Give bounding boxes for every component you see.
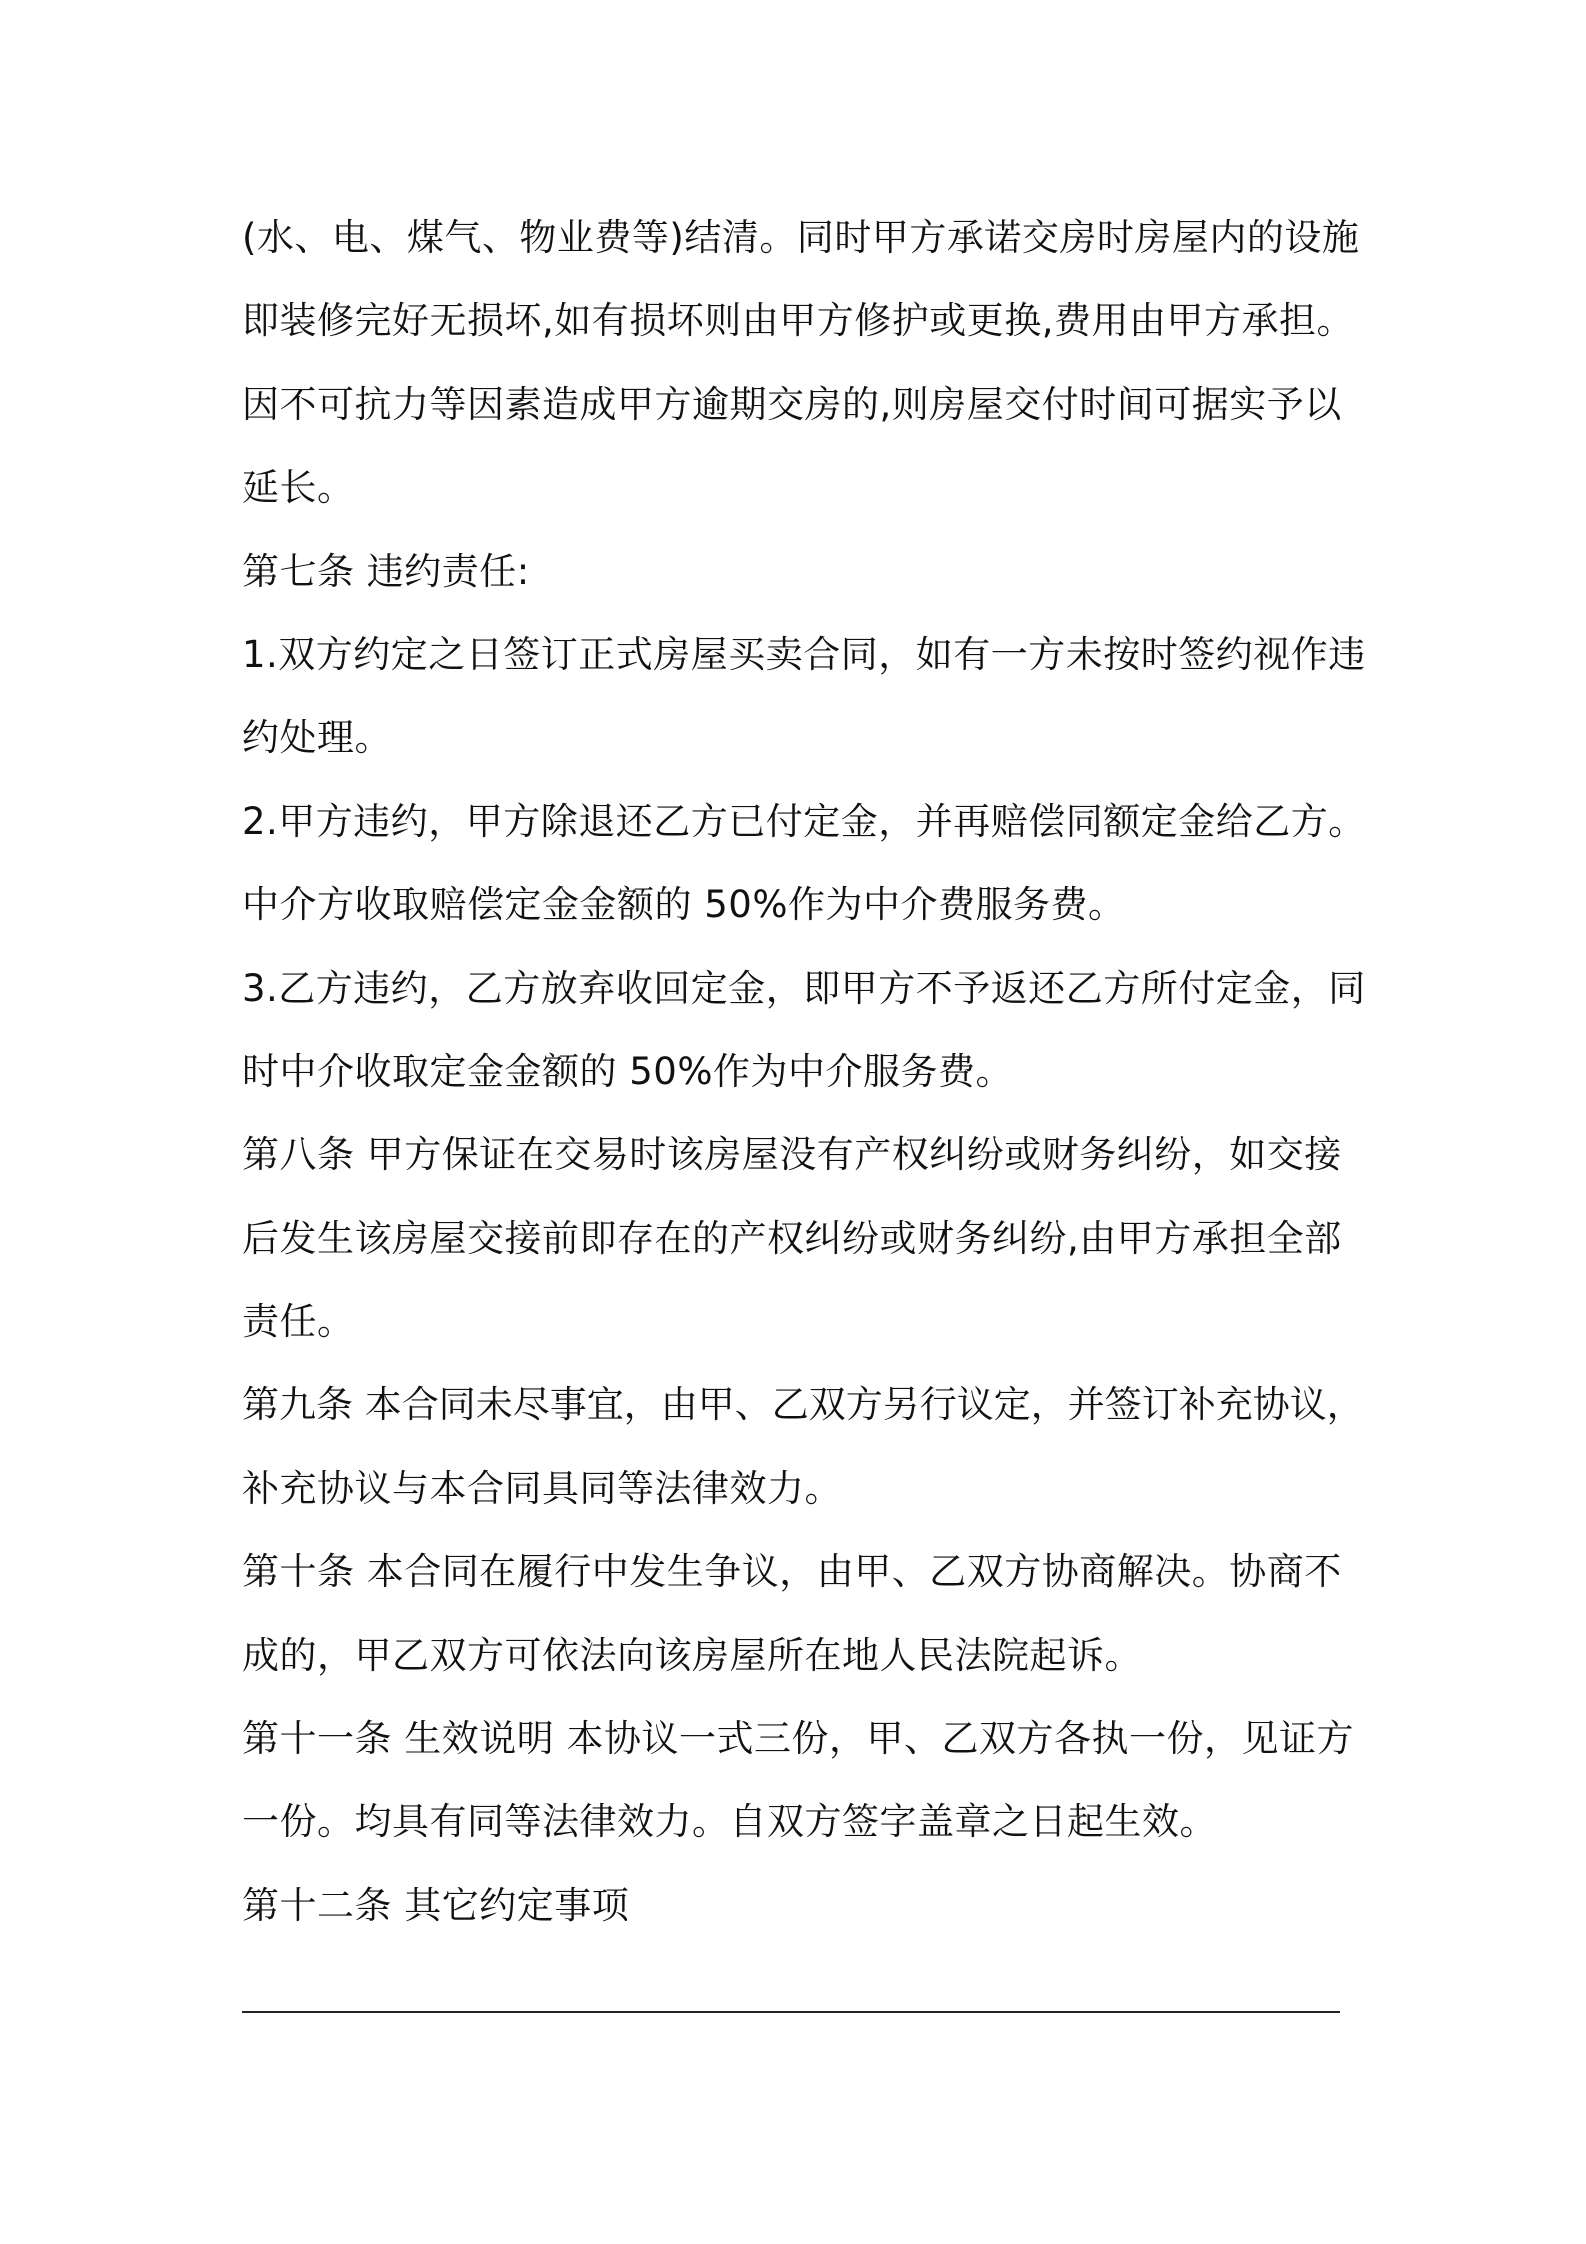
text-line: 延长。	[242, 466, 355, 510]
text-line: 后发生该房屋交接前即存在的产权纠纷或财务纠纷,由甲方承担全部	[242, 1216, 1342, 1260]
text-line: (水、电、煤气、物业费等)结清。同时甲方承诺交房时房屋内的设施	[242, 216, 1360, 259]
article-10-line: 第十条 本合同在履行中发生争议，由甲、乙双方协商解决。协商不	[242, 1550, 1342, 1594]
text-line: 因不可抗力等因素造成甲方逾期交房的,则房屋交付时间可据实予以	[242, 382, 1342, 426]
contract-body	[242, 196, 1372, 1947]
text-line: 成的，甲乙双方可依法向该房屋所在地人民法院起诉。	[242, 1633, 1142, 1677]
text-line: 中介方收取赔偿定金金额的 50%作为中介费服务费。	[242, 883, 1126, 927]
text-line: 补充协议与本合同具同等法律效力。	[242, 1466, 842, 1510]
text-line: 时中介收取定金金额的 50%作为中介服务费。	[242, 1049, 1013, 1093]
text-line: 1.双方约定之日签订正式房屋买卖合同，如有一方未按时签约视作违	[242, 632, 1366, 676]
article-12-heading: 第十二条 其它约定事项	[242, 1883, 630, 1927]
text-line: 一份。均具有同等法律效力。自双方签字盖章之日起生效。	[242, 1800, 1217, 1844]
article-8-line: 第八条 甲方保证在交易时该房屋没有产权纠纷或财务纠纷，如交接	[242, 1133, 1342, 1177]
text-line: 2.甲方违约，甲方除退还乙方已付定金，并再赔偿同额定金给乙方。	[242, 799, 1366, 843]
text-line: 责任。	[242, 1300, 355, 1344]
fill-in-blank-line	[242, 2011, 1340, 2013]
article-9-line: 第九条 本合同未尽事宜，由甲、乙双方另行议定，并签订补充协议，	[242, 1383, 1364, 1427]
article-7-heading: 第七条 违约责任:	[242, 549, 530, 593]
article-11-line: 第十一条 生效说明 本协议一式三份，甲、乙双方各执一份，见证方	[242, 1717, 1355, 1761]
text-line: 即装修完好无损坏,如有损坏则由甲方修护或更换,费用由甲方承担。	[242, 299, 1355, 343]
text-line: 约处理。	[242, 716, 392, 760]
text-line: 3.乙方违约，乙方放弃收回定金，即甲方不予返还乙方所付定金，同	[242, 966, 1366, 1010]
